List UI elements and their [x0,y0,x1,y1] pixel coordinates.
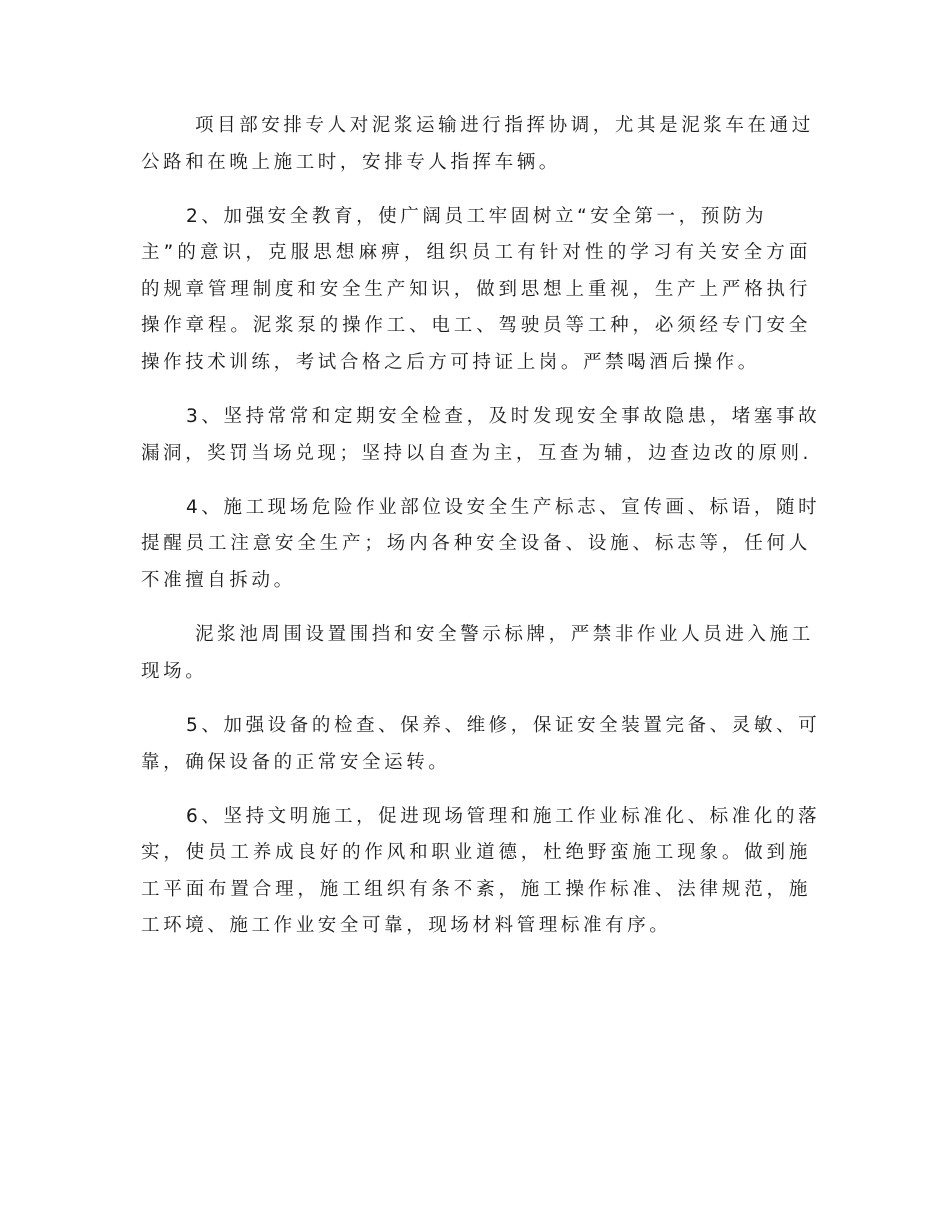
paragraph-6-line-4: 工环境、施工作业安全可靠，现场材料管理标准有序。 [141,915,672,936]
paragraph-5-line-1: 5、加强设备的检查、保养、维修，保证安全装置完备、灵敏、可 [186,715,821,736]
paragraph-4b-line-1: 泥浆池周围设置围挡和安全警示标牌，严禁非作业人员进入施工 [195,624,814,645]
paragraph-4-line-1: 4、施工现场危险作业部位设安全生产标志、宣传画、标语，随时 [186,497,821,518]
paragraph-2-line-4: 操作章程。泥浆泵的操作工、电工、驾驶员等工种，必须经专门安全 [141,315,811,336]
paragraph-6-line-1: 6、坚持文明施工，促进现场管理和施工作业标准化、标准化的落 [186,806,821,827]
paragraph-4-line-2: 提醒员工注意安全生产；场内各种安全设备、设施、标志等，任何人 [141,533,811,554]
paragraph-3-line-2: 漏洞，奖罚当场兑现；坚持以自查为主，互查为辅，边查边改的原则. [141,443,811,464]
paragraph-1-line-2: 公路和在晚上施工时，安排专人指挥车辆。 [141,152,561,173]
paragraph-2-line-5: 操作技术训练，考试合格之后方可持证上岗。严禁喝酒后操作。 [141,352,760,373]
paragraph-6-line-2: 实，使员工养成良好的作风和职业道德，杜绝野蛮施工现象。做到施 [141,842,811,863]
paragraph-1-line-1: 项目部安排专人对泥浆运输进行指挥协调，尤其是泥浆车在通过 [195,115,814,136]
paragraph-6-line-3: 工平面布置合理，施工组织有条不紊，施工操作标准、法律规范，施 [141,879,811,900]
paragraph-2-line-1: 2、加强安全教育，使广阔员工牢固树立“安全第一，预防为 [186,206,768,227]
paragraph-5-line-2: 靠，确保设备的正常安全运转。 [141,752,451,773]
paragraph-2-line-2: 主”的意识，克服思想麻痹，组织员工有针对性的学习有关安全方面 [141,242,811,263]
paragraph-3-line-1: 3、坚持常常和定期安全检查，及时发现安全事故隐患，堵塞事故 [186,406,821,427]
paragraph-2-line-3: 的规章管理制度和安全生产知识，做到思想上重视，生产上严格执行 [141,279,811,300]
paragraph-4b-line-2: 现场。 [141,661,208,682]
paragraph-4-line-3: 不准擅自拆动。 [141,570,296,591]
